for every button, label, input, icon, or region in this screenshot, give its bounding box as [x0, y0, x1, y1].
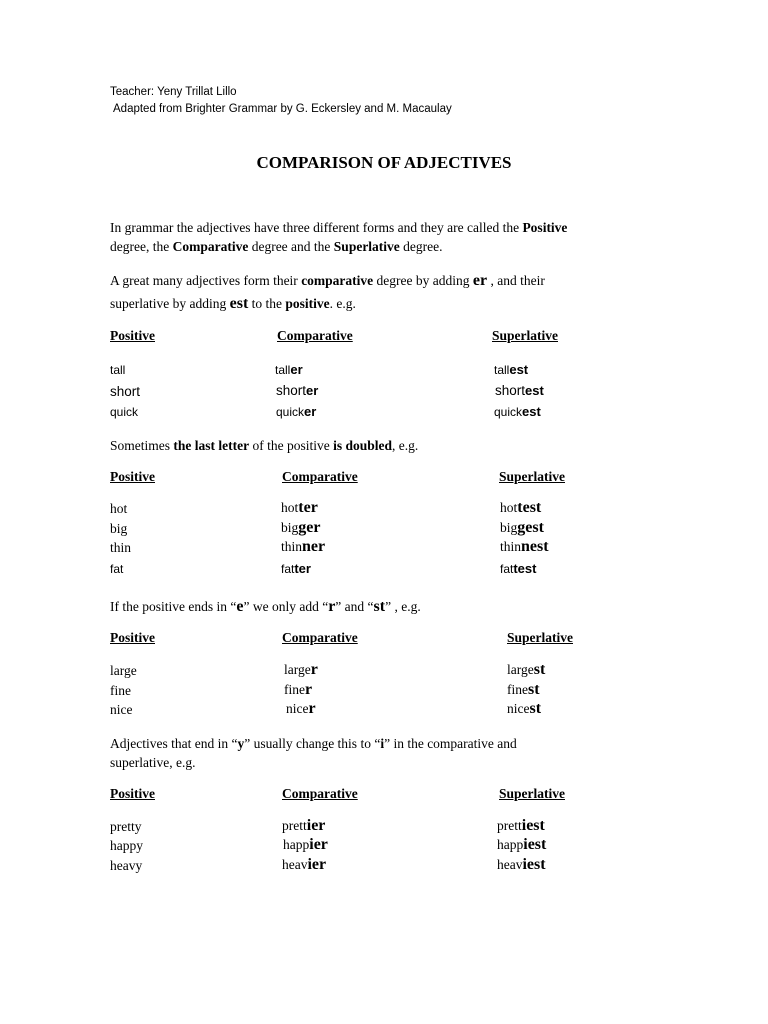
emphasis: the last letter	[173, 438, 250, 453]
t4-superlative	[497, 856, 546, 874]
intro-text: degree.	[399, 239, 443, 254]
superlative-term: Superlative	[333, 239, 400, 254]
intro-line-2	[110, 237, 443, 256]
stem: fat	[500, 562, 514, 576]
stem: nice	[286, 701, 309, 716]
stem: prett	[282, 818, 307, 833]
r-suffix: r	[328, 598, 336, 615]
rule-text: If the positive ends in “	[110, 599, 237, 614]
col-header-positive: Positive	[110, 786, 155, 801]
suffix: r	[308, 700, 316, 717]
t2-comparative	[281, 519, 320, 537]
t2-superlative	[500, 538, 549, 556]
rule-text: to the	[248, 296, 286, 311]
t2-superlative	[500, 561, 536, 576]
rule2-line	[110, 436, 418, 455]
suffix: st	[528, 681, 540, 698]
stem: fine	[284, 682, 305, 697]
rule-text: degree by adding	[373, 273, 473, 288]
stem: fat	[281, 562, 295, 576]
stem: hot	[500, 500, 518, 515]
stem: big	[500, 520, 518, 535]
suffix: er	[306, 383, 319, 398]
t4-comparative	[282, 817, 325, 835]
y-letter: y	[237, 736, 245, 751]
rule1-line-2	[110, 294, 356, 313]
stem: nice	[507, 701, 530, 716]
suffix: iest	[521, 817, 545, 834]
stem: prett	[497, 818, 522, 833]
stem: happ	[283, 837, 310, 852]
suffix: iest	[523, 836, 547, 853]
t3-superlative	[507, 661, 545, 679]
suffix: er	[290, 362, 303, 377]
rule-text: . e.g.	[329, 296, 356, 311]
suffix: test	[517, 499, 542, 516]
positive-term: positive	[285, 296, 330, 311]
stem: tall	[494, 363, 510, 377]
rule-text: , and their	[487, 273, 545, 288]
i-letter: i	[380, 736, 385, 751]
rule-text: of the positive	[249, 438, 334, 453]
col-header-positive: Positive	[110, 469, 155, 484]
suffix: st	[533, 661, 546, 678]
col-header-superlative: Superlative	[492, 328, 558, 343]
t2-positive: big	[110, 521, 128, 536]
t2-positive: thin	[110, 540, 132, 555]
est-suffix: est	[229, 295, 249, 312]
suffix: ger	[298, 519, 321, 536]
suffix: ier	[309, 836, 328, 853]
t2-comparative	[281, 561, 311, 576]
stem: thin	[500, 539, 522, 554]
rule-text: superlative by adding	[110, 296, 230, 311]
t3-positive: nice	[110, 702, 133, 717]
t4-positive: happy	[110, 838, 143, 853]
stem: happ	[497, 837, 524, 852]
suffix: est	[509, 362, 529, 377]
stem: fine	[507, 682, 528, 697]
rule-text: ” , e.g.	[385, 599, 421, 614]
t2-comparative	[281, 538, 325, 556]
stem: large	[284, 662, 311, 677]
stem: quick	[276, 405, 305, 419]
t1-positive: short	[110, 384, 141, 399]
e-letter: e	[236, 598, 244, 615]
rule3-line	[110, 597, 421, 616]
col-header-comparative: Comparative	[282, 786, 358, 801]
col-header-superlative: Superlative	[499, 786, 565, 801]
stem: large	[507, 662, 534, 677]
suffix: ier	[307, 856, 327, 873]
t4-superlative	[497, 836, 546, 854]
col-header-comparative: Comparative	[282, 469, 358, 484]
t1-superlative	[495, 383, 544, 398]
rule-text: ” in the comparative and	[384, 736, 517, 751]
col-header-superlative: Superlative	[499, 469, 565, 484]
stem: heav	[497, 857, 523, 872]
rule1-line-1	[110, 271, 545, 290]
t1-comparative	[276, 404, 316, 419]
stem: tall	[275, 363, 291, 377]
stem: short	[495, 383, 526, 398]
t4-positive: pretty	[110, 819, 142, 834]
t3-positive: fine	[110, 683, 131, 698]
intro-text: degree, the	[110, 239, 173, 254]
col-header-comparative: Comparative	[277, 328, 353, 343]
stem: heav	[282, 857, 308, 872]
t2-comparative	[281, 499, 318, 517]
t2-positive: fat	[110, 562, 124, 576]
col-header-superlative: Superlative	[507, 630, 573, 645]
intro-text: In grammar the adjectives have three different forms and they are called the	[110, 220, 523, 235]
t4-comparative	[282, 856, 326, 874]
suffix: ter	[298, 499, 318, 516]
rule-text: Adjectives that end in “	[110, 736, 238, 751]
page-title: COMPARISON OF ADJECTIVES	[256, 153, 512, 172]
intro-line-1	[110, 218, 567, 237]
adapted-line: Adapted from Brighter Grammar by G. Eckersley and M. Macaulay	[113, 103, 452, 115]
suffix: est	[525, 383, 544, 398]
rule-text: ” we only add “	[243, 599, 329, 614]
t1-positive: quick	[110, 405, 139, 419]
suffix: gest	[517, 519, 544, 536]
rule-text: , e.g.	[392, 438, 419, 453]
stem: quick	[494, 405, 523, 419]
t4-positive: heavy	[110, 858, 143, 873]
suffix: r	[305, 681, 313, 698]
t3-comparative	[284, 661, 318, 679]
suffix: st	[529, 700, 542, 717]
col-header-positive: Positive	[110, 630, 155, 645]
t2-superlative	[500, 519, 544, 537]
suffix: ier	[306, 817, 326, 834]
suffix: ter	[294, 561, 311, 576]
t3-superlative	[507, 700, 541, 718]
suffix: er	[304, 404, 317, 419]
stem: hot	[281, 500, 299, 515]
suffix: nest	[521, 538, 549, 555]
rule4-line-2: superlative, e.g.	[110, 755, 196, 770]
positive-term: Positive	[522, 220, 568, 235]
t1-superlative	[494, 362, 528, 377]
stem: big	[281, 520, 299, 535]
col-header-comparative: Comparative	[282, 630, 358, 645]
suffix: test	[513, 561, 537, 576]
suffix: iest	[522, 856, 546, 873]
t1-positive: tall	[110, 363, 126, 377]
t3-superlative	[507, 681, 540, 699]
t1-comparative	[276, 383, 318, 398]
t3-positive: large	[110, 663, 137, 678]
rule-text: A great many adjectives form their	[110, 273, 302, 288]
intro-text: degree and the	[248, 239, 334, 254]
comparative-term: comparative	[301, 273, 374, 288]
t1-superlative	[494, 404, 541, 419]
rule-text: ” usually change this to “	[244, 736, 381, 751]
t4-comparative	[283, 836, 328, 854]
teacher-line: Teacher: Yeny Trillat Lillo	[110, 86, 237, 98]
col-header-positive: Positive	[110, 328, 155, 343]
t2-superlative	[500, 499, 541, 517]
t4-superlative	[497, 817, 545, 835]
t1-comparative	[275, 362, 303, 377]
t3-comparative	[286, 700, 316, 718]
emphasis: is doubled	[333, 438, 392, 453]
t2-positive: hot	[110, 501, 128, 516]
stem: short	[276, 383, 307, 398]
er-suffix: er	[472, 272, 488, 289]
suffix: ner	[302, 538, 326, 555]
st-suffix: st	[373, 598, 386, 615]
rule-text: ” and “	[335, 599, 374, 614]
comparative-term: Comparative	[172, 239, 249, 254]
rule4-line-1	[110, 734, 517, 753]
rule-text: Sometimes	[110, 438, 174, 453]
suffix: est	[522, 404, 541, 419]
t3-comparative	[284, 681, 312, 699]
stem: thin	[281, 539, 303, 554]
suffix: r	[310, 661, 318, 678]
